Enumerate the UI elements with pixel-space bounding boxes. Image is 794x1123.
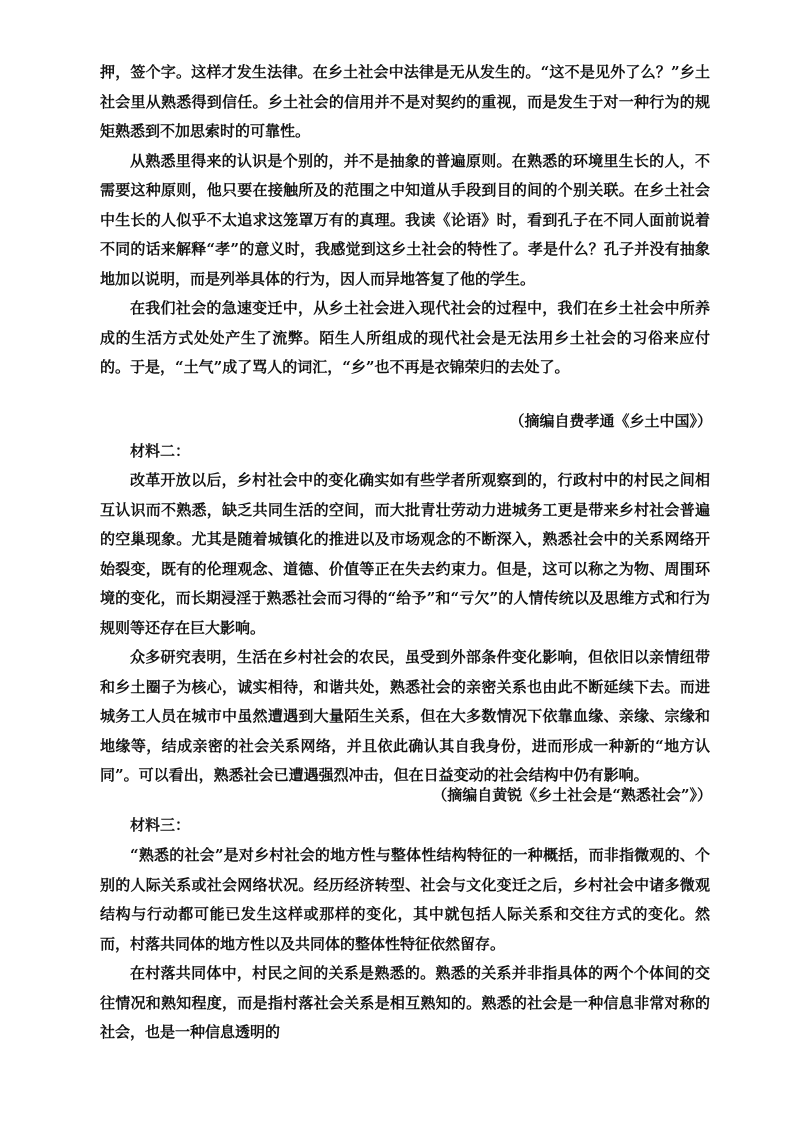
paragraph: 改革开放以后，乡村社会中的变化确实如有些学者所观察到的，行政村中的村民之间相互认识而不熟悉，缺乏共同生活的空间，而大批青壮劳动力进城务工更是带来乡村社会普遍的空巢现象。尤其是随着城镇化的推进以及市场观念的不断深入，熟悉社会中的关系网络开始裂变，既有的伦理观念、道德、价值等正在失去约束力。但是，这可以称之为物、周围环境的变化，而长期浸淫于熟悉社会而习得的“给予”和“亏欠”的人情传统以及思维方式和行为规则等还存在巨大影响。 [100, 471, 710, 637]
paragraph: 众多研究表明，生活在乡村社会的农民，虽受到外部条件变化影响，但依旧以亲情纽带和乡土圈子为核心，诚实相待，和谐共处，熟悉社会的亲密关系也由此不断延续下去。而进城务工人员在城市中虽然遭遇到大量陌生关系，但在大多数情况下依靠血缘、亲缘、宗缘和地缘等，结成亲密的社会关系网络，并且依此确认其自我身份，进而形成一种新的“地方认同”。可以看出，熟悉社会已遭遇强烈冲击，但在日益变动的社会结构中仍有影响。 [100, 648, 710, 784]
paragraph: 从熟悉里得来的认识是个别的，并不是抽象的普遍原则。在熟悉的环境里生长的人，不需要这种原则，他只要在接触所及的范围之中知道从手段到目的间的个别关联。在乡土社会中生长的人似乎不太追求这笼罩万有的真理。我读《论语》时，看到孔子在不同人面前说着不同的话来解释“孝”的意义时，我感觉到这乡土社会的特性了。孝是什么？孔子并没有抽象地加以说明，而是列举具体的行为，因人而异地答复了他的学生。 [100, 151, 710, 288]
material1-continuation [100, 58, 710, 383]
paragraph: 在我们社会的急速变迁中，从乡土社会进入现代社会的过程中，我们在乡土社会中所养成的生活方式处处产生了流弊。陌生人所组成的现代社会是无法用乡土社会的习俗来应付的。于是，“土气”成了骂人的词汇，“乡”也不再是衣锦荣归的去处了。 [100, 299, 710, 376]
paragraph: 押，签个字。这样才发生法律。在乡土社会中法律是无从发生的。“这不是见外了么？”乡土社会里从熟悉得到信任。乡土社会的信用并不是对契约的重视，而是发生于对一种行为的规矩熟悉到不加思索时的可靠性。 [100, 63, 710, 140]
source-citation: （摘编自费孝通《乡土中国》） [509, 412, 712, 430]
material3-body [100, 841, 710, 1048]
paragraph: 在村落共同体中，村民之间的关系是熟悉的。熟悉的关系并非指具体的两个个体间的交往情况和熟知程度，而是指村落社会关系是相互熟知的。熟悉的社会是一种信息非常对称的社会，也是一种信息透明的 [100, 964, 710, 1041]
material2-body [100, 466, 710, 791]
paragraph: “熟悉的社会”是对乡村社会的地方性与整体性结构特征的一种概括，而非指微观的、个别的人际关系或社会网络状况。经历经济转型、社会与文化变迁之后，乡村社会中诸多微观结构与行动都可能已发生这样或那样的变化，其中就包括人际关系和交往方式的变化。然而，村落共同体的地方性以及共同体的整体性特征依然留存。 [100, 846, 710, 953]
section-label: 材料二： [130, 442, 191, 460]
section-label: 材料三： [130, 816, 191, 834]
source-citation: （摘编自黄锐《乡土社会是“熟悉社会”》） [432, 786, 712, 804]
